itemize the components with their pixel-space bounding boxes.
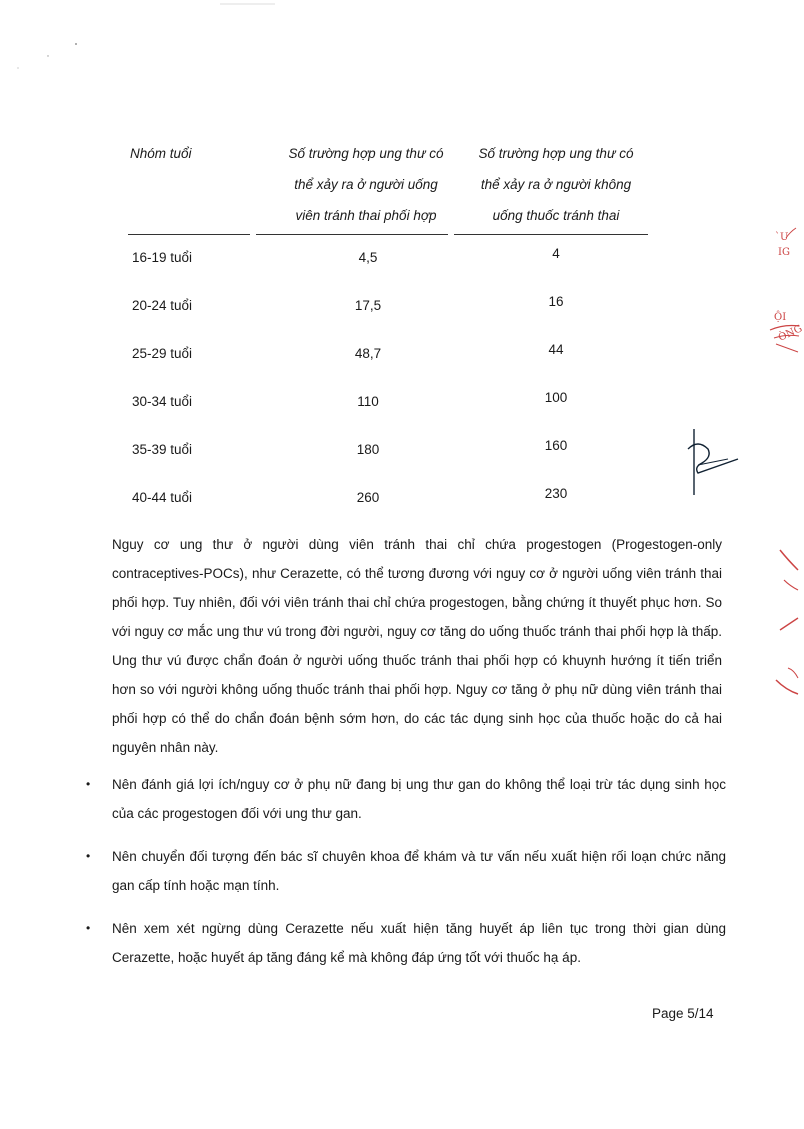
list-item-text: Nên xem xét ngừng dùng Cerazette nếu xuất hiện tăng huyết áp liên tục trong thời gian dùng Cerazette, hoặc huyết áp tăng đáng kể mà không đáp ứng tốt với thuốc hạ áp. [112, 921, 726, 965]
cell-without-coc: 160 [544, 438, 568, 453]
cell-with-coc: 260 [356, 490, 380, 505]
table-header-rule [128, 234, 648, 235]
cell-without-coc: 100 [544, 390, 568, 405]
cell-age: 20-24 tuổi [132, 298, 193, 313]
cell-with-coc: 110 [357, 394, 379, 409]
recommendation-list [86, 770, 726, 986]
cell-age: 25-29 tuổi [132, 346, 193, 361]
cell-without-coc: 4 [552, 246, 560, 261]
list-item [86, 842, 726, 900]
page-number: Page 5/14 [652, 1006, 714, 1021]
table-row [128, 432, 648, 480]
table-header-row [128, 138, 648, 234]
table-row [128, 480, 648, 528]
table-body [128, 240, 648, 528]
cell-age: 30-34 tuổi [132, 394, 193, 409]
scan-specks [0, 0, 120, 100]
bullet-icon: • [86, 849, 91, 863]
cell-with-coc: 48,7 [354, 346, 382, 361]
list-item [86, 770, 726, 828]
table-row [128, 336, 648, 384]
list-item [86, 914, 726, 972]
stamp-text-fragment: ÒNG [776, 323, 804, 344]
cell-without-coc: 16 [548, 294, 564, 309]
table-row [128, 240, 648, 288]
list-item-text: Nên chuyển đối tượng đến bác sĩ chuyên khoa để khám và tư vấn nếu xuất hiện rối loạn chức năng gan cấp tính hoặc mạn tính. [112, 849, 726, 893]
body-paragraph: Nguy cơ ung thư ở người dùng viên tránh thai chỉ chứa progestogen (Progestogen-only contraceptives-POCs), như Cerazette, có thể tương đương với nguy cơ ở người uống viên tránh thai phối hợp. Tuy nhiên, đối với viên tránh thai chỉ chứa progestogen, bằng chứng ít thuyết phục hơn. So với nguy cơ mắc ung thư vú trong đời người, nguy cơ tăng do uống thuốc tránh thai phối hợp là thấp. Ung thư vú được chẩn đoán ở người uống thuốc tránh thai phối hợp có khuynh hướng ít tiến triển hơn so với người không uống thuốc tránh thai phối hợp. Nguy cơ tăng ở phụ nữ dùng viên tránh thai phối hợp có thể do chẩn đoán bệnh sớm hơn, do các tác dụng sinh học của thuốc hoặc do cả hai nguyên nhân này. [112, 537, 722, 755]
bullet-icon: • [86, 777, 91, 791]
table-row [128, 288, 648, 336]
cell-with-coc: 4,5 [358, 250, 378, 265]
stamp-text-fragment: IG [778, 247, 790, 258]
bullet-icon: • [86, 921, 91, 935]
stamp-text-fragment: ̀U [780, 232, 789, 243]
cell-with-coc: 180 [356, 442, 380, 457]
list-item-text: Nên đánh giá lợi ích/nguy cơ ở phụ nữ đang bị ung thư gan do không thể loại trừ tác dụng sinh học của các progestogen đối với ung thư gan. [112, 777, 726, 821]
cell-age: 40-44 tuổi [132, 490, 193, 505]
cell-without-coc: 230 [544, 486, 568, 501]
cell-without-coc: 44 [548, 342, 564, 357]
cell-age: 35-39 tuổi [132, 442, 193, 457]
stamp-marks [740, 210, 799, 730]
header-with-coc: Số trường hợp ung thư có thể xảy ra ở người uống viên tránh thai phối hợp [288, 146, 444, 223]
table-row [128, 384, 648, 432]
cell-age: 16-19 tuổi [132, 250, 193, 265]
stamp-text-fragment: ỘI [774, 312, 787, 323]
incidence-table [128, 138, 648, 234]
header-age-group: Nhóm tuổi [130, 146, 192, 161]
signature-mark [680, 425, 740, 500]
header-without-coc: Số trường hợp ung thư có thể xảy ra ở người không uống thuốc tránh thai [478, 146, 634, 223]
cell-with-coc: 17,5 [354, 298, 382, 313]
